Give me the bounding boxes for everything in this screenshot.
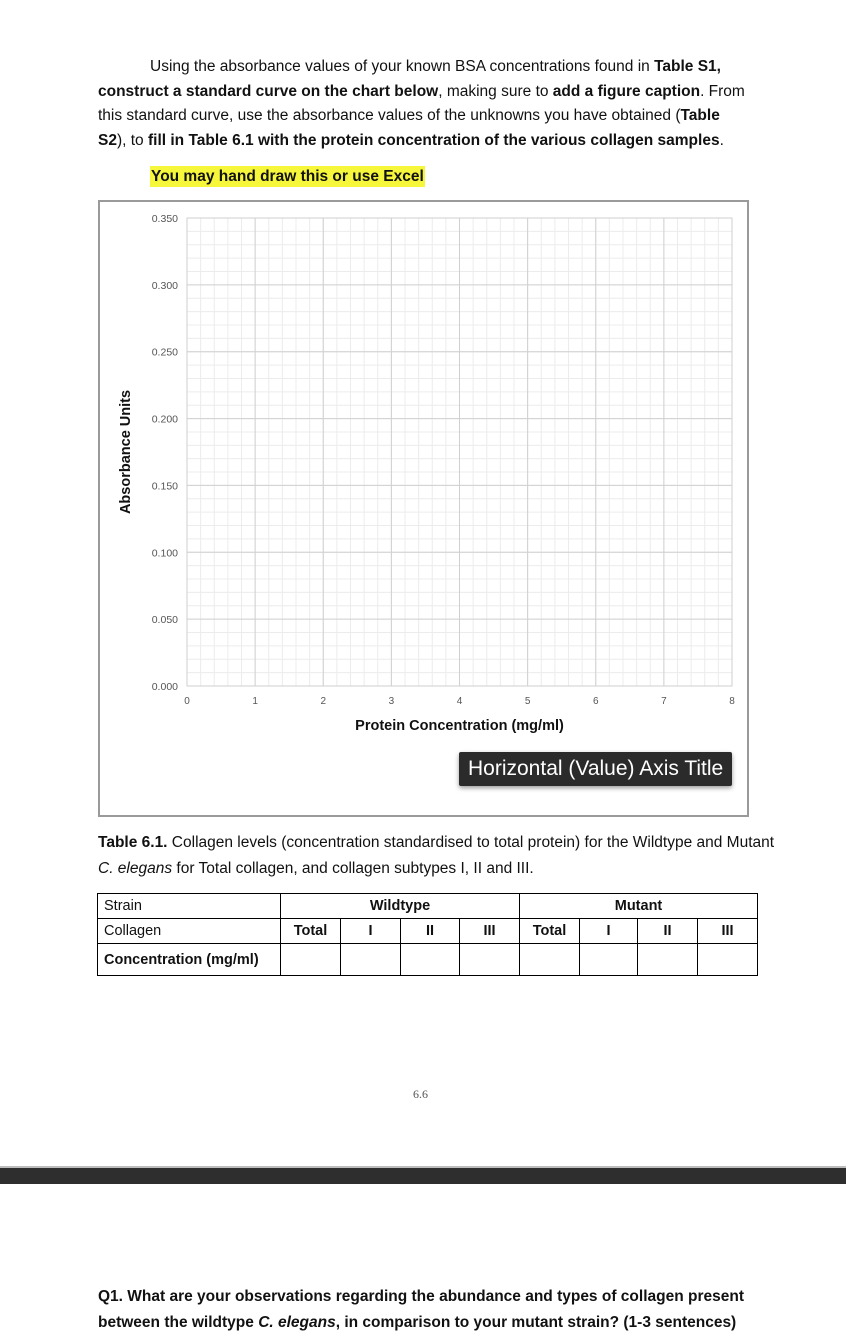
instructions-paragraph — [98, 55, 748, 153]
value-cell-wt-total[interactable] — [281, 944, 341, 976]
y-tick-label: 0.100 — [151, 547, 178, 560]
instructions-text: , making sure to — [438, 82, 553, 100]
collagen-label-cell: Collagen — [98, 919, 281, 944]
value-cell-mut-ii[interactable] — [638, 944, 698, 976]
strain-label-cell: Strain — [98, 894, 281, 919]
subheader-cell: II — [401, 919, 460, 944]
y-tick-label: 0.300 — [151, 279, 178, 292]
y-tick-label: 0.050 — [151, 614, 178, 627]
x-tick-label: 3 — [388, 696, 395, 707]
table-s1-ref: Table S1, — [654, 58, 721, 75]
y-tick-label: 0.250 — [151, 346, 178, 359]
value-cell-mut-i[interactable] — [580, 944, 638, 976]
subheader-cell: III — [460, 919, 520, 944]
x-tick-label: 0 — [184, 696, 190, 707]
question-text: , in comparison to your mutant strain? (1-3 sentences) — [335, 1314, 737, 1331]
y-tick-label: 0.150 — [151, 480, 178, 493]
caption-text: Collagen levels (concentration standardised to total protein) for the Wildtype and Mutant — [167, 834, 775, 851]
instructions-text: Using the absorbance values of your known BSA concentrations found in — [150, 58, 655, 75]
x-tick-label: 5 — [524, 696, 531, 707]
y-tick-label: 0.350 — [151, 213, 178, 225]
caption-text: for Total collagen, and collagen subtypes I, II and III. — [172, 860, 534, 877]
instruction-bold-curve: construct a standard curve on the chart below — [98, 82, 439, 100]
question-text: Q1. What are your observations regarding the abundance and types of collagen present between the wildtype — [98, 1288, 744, 1331]
table-caption — [98, 830, 778, 882]
x-tick-label: 8 — [729, 696, 735, 707]
wildtype-header: Wildtype — [281, 894, 520, 919]
table-row — [98, 919, 758, 944]
y-axis-title: Absorbance Units — [118, 389, 134, 515]
caption-label: Table 6.1. — [98, 834, 168, 851]
page-number: 6.6 — [413, 1087, 428, 1101]
question-species: C. elegans — [258, 1314, 336, 1331]
x-tick-label: 2 — [320, 696, 327, 707]
question-1 — [98, 1284, 778, 1336]
y-tick-label: 0.000 — [151, 681, 178, 693]
x-tick-label: 7 — [661, 696, 667, 707]
subheader-cell: II — [638, 919, 698, 944]
page-divider — [0, 1166, 846, 1184]
mutant-header: Mutant — [520, 894, 758, 919]
value-cell-mut-iii[interactable] — [698, 944, 758, 976]
value-cell-wt-ii[interactable] — [401, 944, 460, 976]
instructions-text: . — [719, 131, 724, 149]
subheader-cell: III — [698, 919, 758, 944]
axis-title-tooltip: Horizontal (Value) Axis Title — [459, 752, 732, 786]
table-row — [98, 894, 758, 919]
collagen-table — [97, 893, 758, 976]
subheader-cell: I — [341, 919, 401, 944]
subheader-cell: I — [580, 919, 638, 944]
x-tick-label: 4 — [456, 696, 463, 707]
value-cell-mut-total[interactable] — [520, 944, 580, 976]
concentration-label-cell: Concentration (mg/ml) — [98, 944, 281, 976]
subheader-cell: Total — [281, 919, 341, 944]
subheader-cell: Total — [520, 919, 580, 944]
chart-container[interactable] — [98, 200, 749, 817]
x-axis-title: Protein Concentration (mg/ml) — [355, 718, 564, 734]
highlight-note: You may hand draw this or use Excel — [151, 168, 424, 185]
y-tick-label: 0.200 — [151, 413, 178, 426]
x-tick-label: 6 — [592, 696, 599, 707]
instructions-text: ), to — [116, 131, 148, 149]
caption-species: C. elegans — [98, 860, 173, 877]
instruction-bold-caption: add a figure caption — [552, 82, 701, 100]
x-tick-label: 1 — [252, 696, 258, 707]
value-cell-wt-i[interactable] — [341, 944, 401, 976]
table-s2-ref: Table S2 — [98, 107, 720, 149]
standard-curve-chart[interactable] — [100, 202, 747, 815]
table-row — [98, 944, 758, 976]
instruction-bold-fill: fill in Table 6.1 with the protein concentration of the various collagen samples — [147, 131, 720, 149]
value-cell-wt-iii[interactable] — [460, 944, 520, 976]
instructions-text: . From this standard curve, use the absorbance values of the unknowns you have obtained ( — [98, 82, 745, 124]
